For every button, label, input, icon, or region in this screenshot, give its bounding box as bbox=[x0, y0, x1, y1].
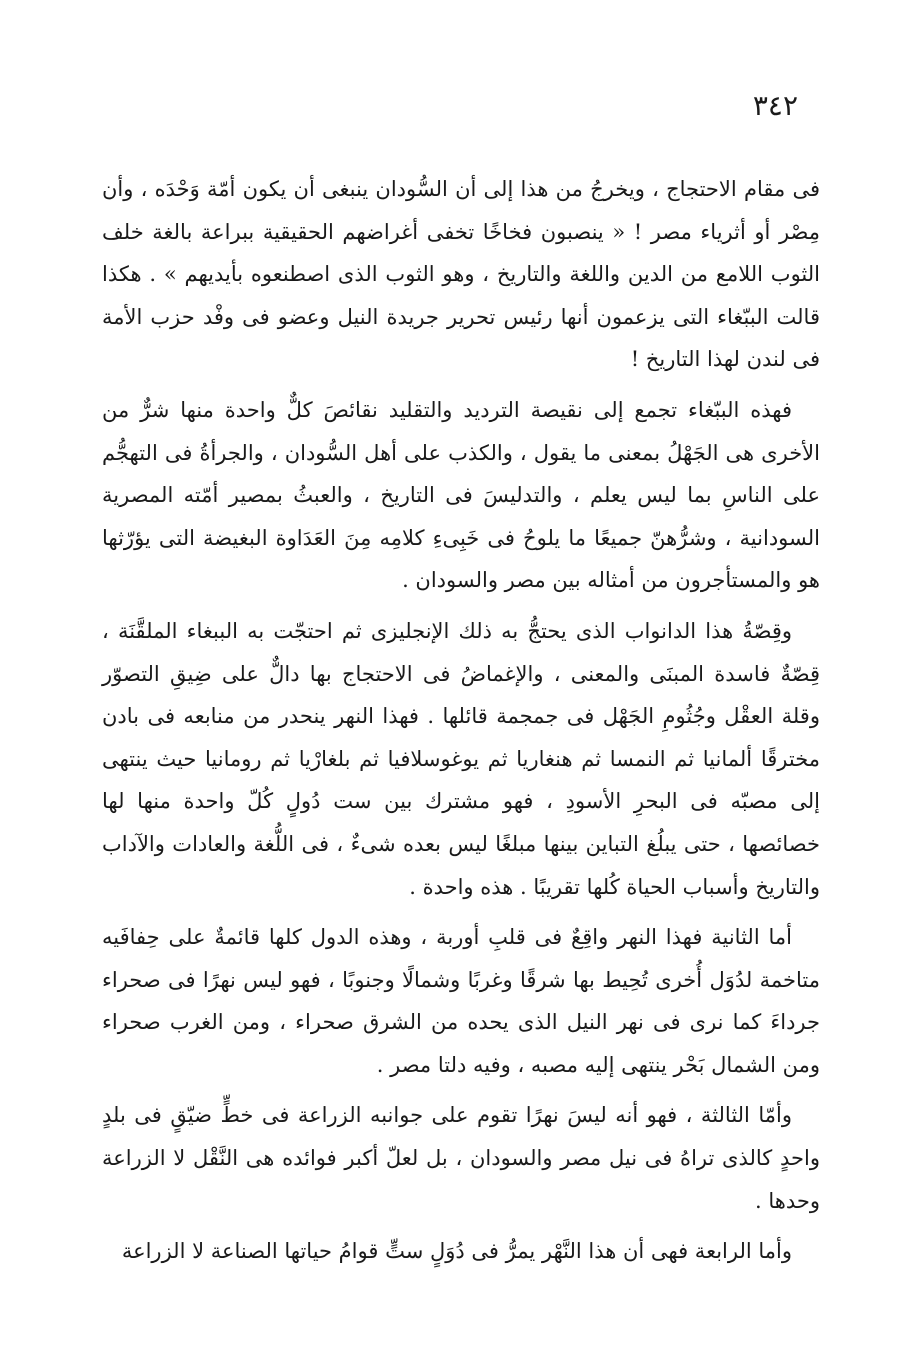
paragraph-3: وقِصّةُ هذا الدانواب الذى يحتجُّ به ذلك الإنجليزى ثم احتجّت به الببغاء الملقَّنَة ، قِصّةٌ فاسدة المبنَى والمعنى ، والإغماضُ فى الاحتجاج بها دالٌّ على ضِيقِ التصوّر وقلة العقْل وجُثُومِ الجَهْل فى جمجمة قائلها . فهذا النهر ينحدر من منابعه فى بادن مخترقًا ألمانيا ثم النمسا ثم هنغاريا ثم يوغوسلافيا ثم بلغارْيا ثم رومانيا حيث ينتهى إلى مصبّه فى البحرِ الأسودِ ، فهو مشترك بين ست دُولٍ كُلّ واحدة منها لها خصائصها ، حتى يبلُغ التباين بينها مبلغًا ليس بعده شىءٌ ، فى اللُّغة والعادات والآداب والتاريخ وأسباب الحياة كُلها تقريبًا . هذه واحدة . bbox=[102, 618, 820, 899]
paragraph-2: فهذه الببّغاء تجمع إلى نقيصة الترديد والتقليد نقائصَ كلٌّ واحدة منها شرٌّ من الأخرى هى الجَهْلُ بمعنى ما يقول ، والكذب على أهل السُّودان ، والجرأةُ فى التهجُّم على الناسِ بما ليس يعلم ، والتدليسَ فى التاريخ ، والعبثُ بمصير أمّته المصرية السودانية ، وشرُّهنّ جميعًا ما يلوحُ فى خَبِىءِ كلامِه مِنَ العَدَاوة البغيضة التى يؤرّثها هو والمستأجرون من أمثاله بين مصر والسودان . bbox=[102, 397, 820, 593]
paragraph-6: وأما الرابعة فهى أن هذا النَّهْر يمرُّ فى دُوَلٍ ستٍّ قوامُ حياتها الصناعة لا الزراعة bbox=[121, 1239, 792, 1264]
page-number: ٣٤٢ bbox=[752, 89, 798, 122]
paragraph-4: أما الثانية فهذا النهر واقِعٌ فى قلبِ أوربة ، وهذه الدول كلها قائمةٌ على حِفافَيه متاخمة لدُوَل أُخرى تُحِيط بها شرقًا وغربًا وشمالًا وجنوبًا ، فهو ليس نهرًا فى صحراء جرداءَ كما نرى فى نهر النيل الذى يحده من الشرق صحراء ، ومن الغرب صحراء ومن الشمال بَحْر ينتهى إليه مصبه ، وفيه دلتا مصر . bbox=[102, 925, 820, 1077]
paragraph-1: فى مقام الاحتجاج ، ويخرجُ من هذا إلى أن السُّودان ينبغى أن يكون أمّة وَحْدَه ، وأن مِصْر أو أثرياء مصر ! « ينصبون فخاخًا تخفى أغراضهم الحقيقية ببراعة بالغة خلف الثوب اللامع من الدين واللغة والتاريخ ، وهو الثوب الذى اصطنعوه بأيديهم » . هكذا قالت الببّغاء التى يزعمون أنها رئيس تحرير جريدة النيل وعضو فى وفْد حزب الأمة فى لندن لهذا التاريخ ! bbox=[102, 177, 820, 372]
paragraph-5: وأمّا الثالثة ، فهو أنه ليسَ نهرًا تقوم على جوانبه الزراعة فى خطٍّ ضيّقٍ فى بلدٍ واحدٍ كالذى تراهُ فى نيل مصر والسودان ، بل لعلّ أكبر فوائده هى النَّقْل لا الزراعة وحدها . bbox=[102, 1103, 820, 1213]
